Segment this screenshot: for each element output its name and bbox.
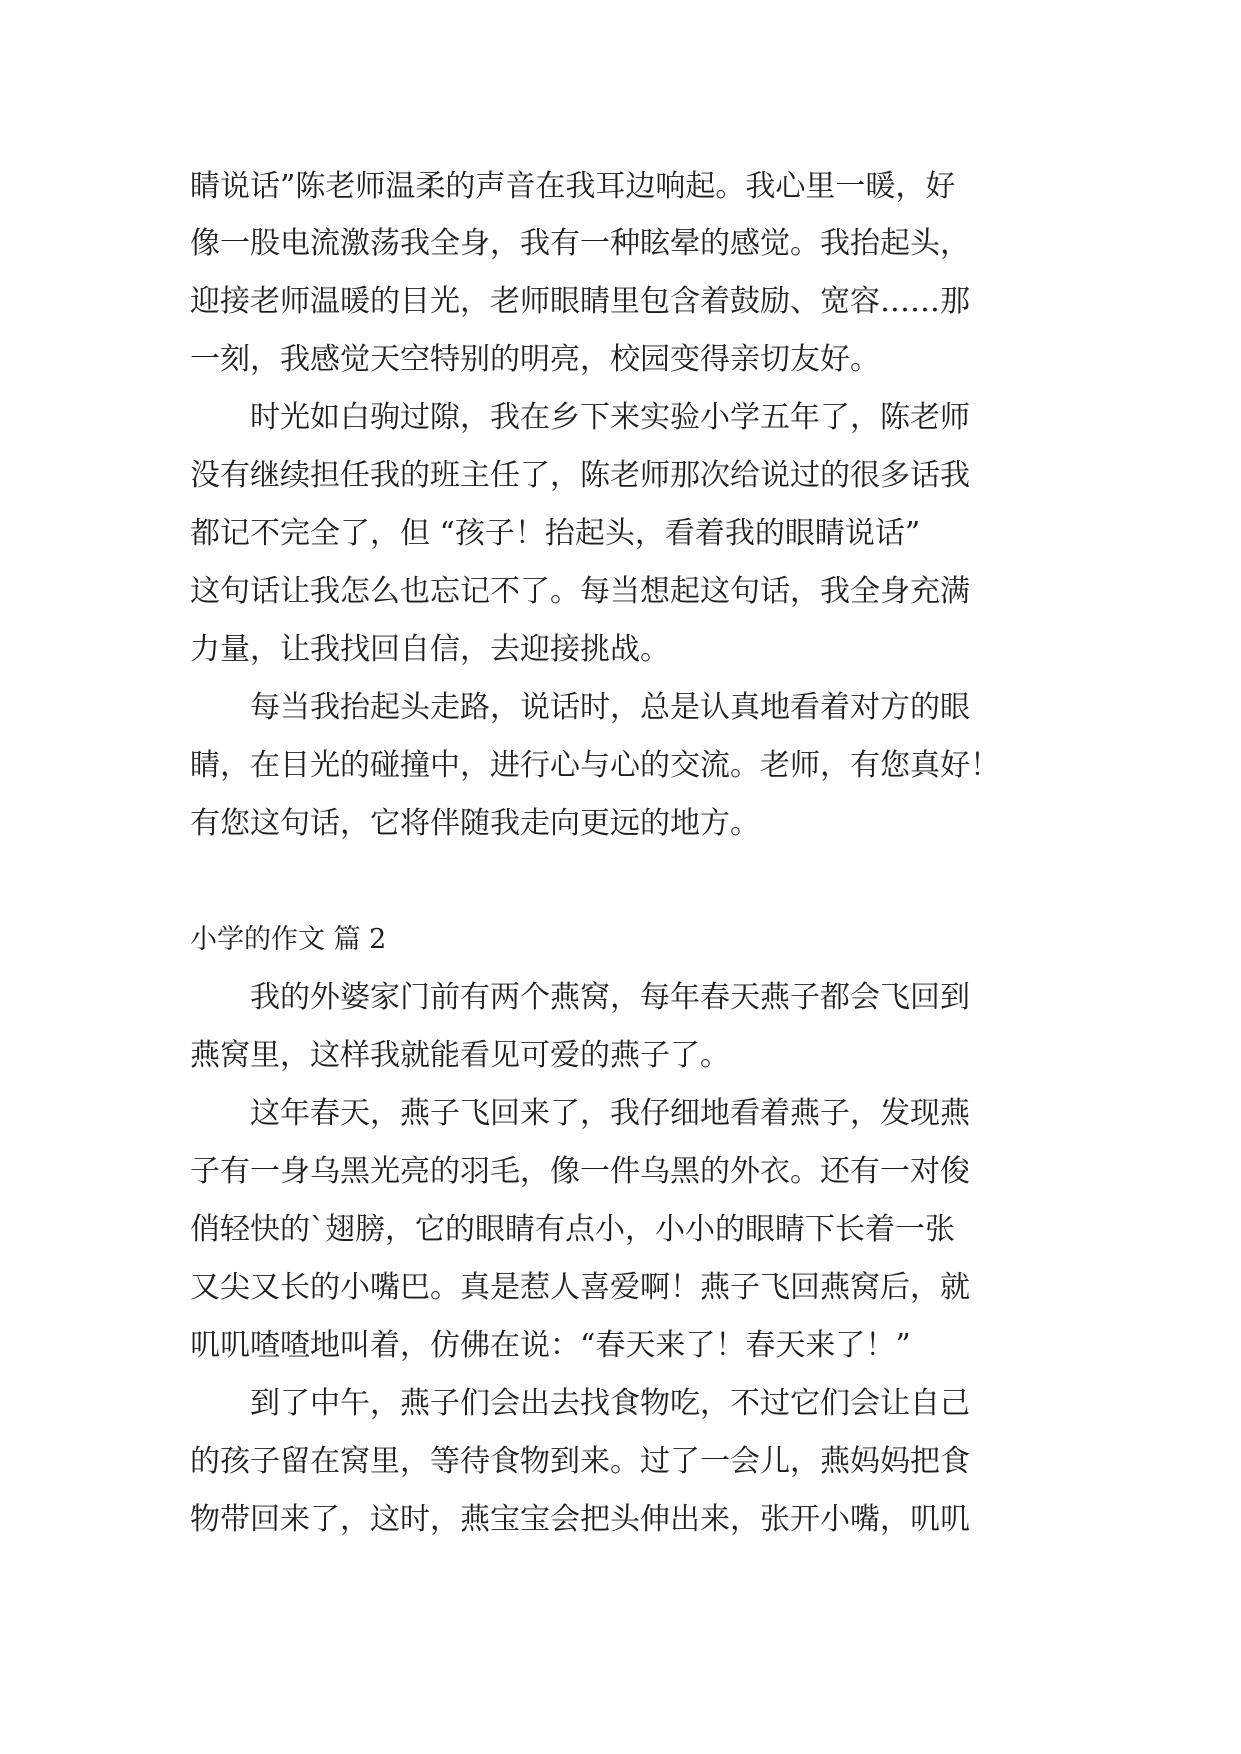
text-line: 子有一身乌黑光亮的羽毛，像一件乌黑的外衣。还有一对俊 bbox=[190, 1154, 970, 1189]
section-2-heading: 小学的作文 篇 2 bbox=[190, 924, 387, 955]
text-line: 叽叽喳喳地叫着，仿佛在说：“春天来了！春天来了！” bbox=[190, 1328, 911, 1363]
text-line: 迎接老师温暖的目光，老师眼睛里包含着鼓励、宽容……那 bbox=[190, 284, 970, 319]
text-line: 这句话让我怎么也忘记不了。每当想起这句话，我全身充满 bbox=[190, 574, 970, 609]
text-line: 物带回来了，这时，燕宝宝会把头伸出来，张开小嘴，叽叽 bbox=[190, 1502, 970, 1537]
text-line: 睛说话”陈老师温柔的声音在我耳边响起。我心里一暖，好 bbox=[190, 169, 956, 204]
text-line: 到了中午，燕子们会出去找食物吃，不过它们会让自己 bbox=[190, 1386, 970, 1421]
text-line: 没有继续担任我的班主任了，陈老师那次给说过的很多话我 bbox=[190, 458, 970, 493]
text-line: 像一股电流激荡我全身，我有一种眩晕的感觉。我抬起头， bbox=[190, 226, 970, 261]
text-line: 这年春天，燕子飞回来了，我仔细地看着燕子，发现燕 bbox=[190, 1096, 970, 1131]
text-line: 力量，让我找回自信，去迎接挑战。 bbox=[190, 632, 670, 667]
text-line: 俏轻快的`翅膀，它的眼睛有点小，小小的眼睛下长着一张 bbox=[190, 1212, 955, 1247]
text-line: 的孩子留在窝里，等待食物到来。过了一会儿，燕妈妈把食 bbox=[190, 1444, 970, 1479]
text-line: 有您这句话，它将伴随我走向更远的地方。 bbox=[190, 806, 760, 841]
text-line: 时光如白驹过隙，我在乡下来实验小学五年了，陈老师 bbox=[190, 400, 970, 435]
text-line: 又尖又长的小嘴巴。真是惹人喜爱啊！燕子飞回燕窝后，就 bbox=[190, 1270, 970, 1305]
text-line: 每当我抬起头走路，说话时，总是认真地看着对方的眼 bbox=[190, 690, 970, 725]
text-line: 一刻，我感觉天空特别的明亮，校园变得亲切友好。 bbox=[190, 342, 880, 377]
text-line: 都记不完全了，但 “孩子！抬起头，看着我的眼睛说话” bbox=[190, 516, 921, 551]
text-line: 燕窝里，这样我就能看见可爱的燕子了。 bbox=[190, 1038, 730, 1073]
text-line: 睛，在目光的碰撞中，进行心与心的交流。老师，有您真好！ bbox=[190, 748, 1000, 783]
text-line: 我的外婆家门前有两个燕窝，每年春天燕子都会飞回到 bbox=[190, 980, 970, 1015]
